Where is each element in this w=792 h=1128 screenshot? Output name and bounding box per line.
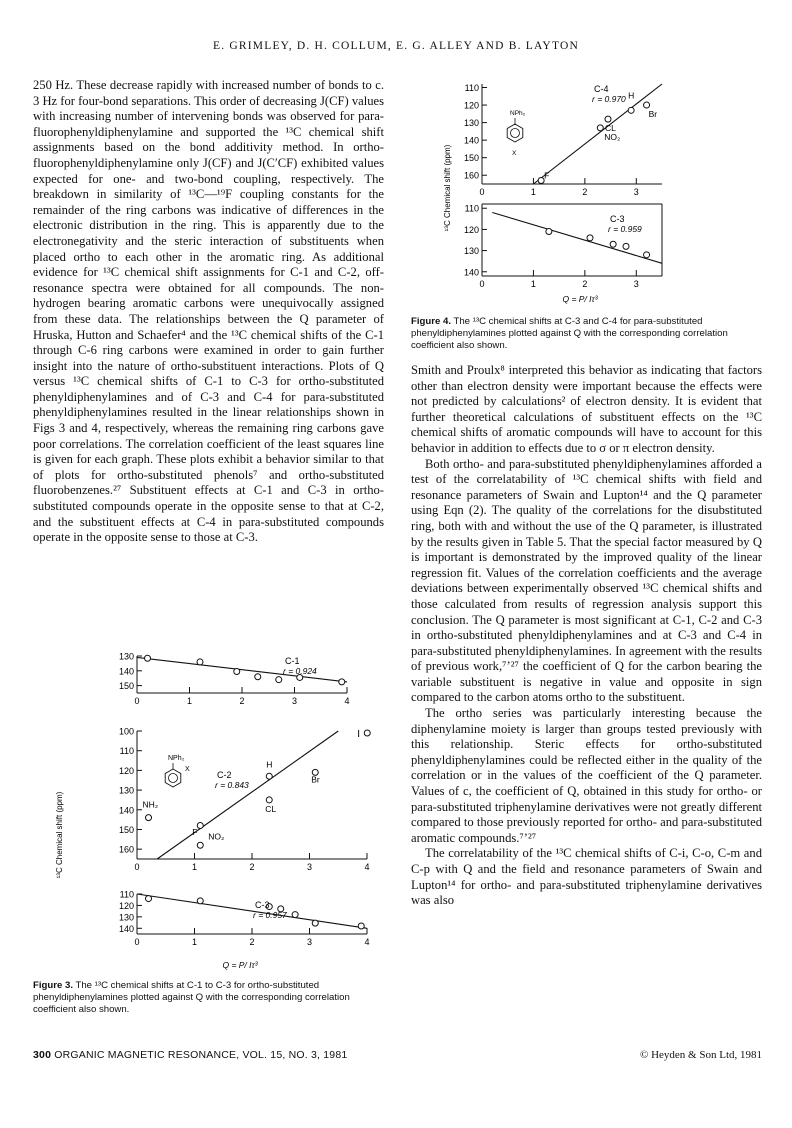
data-point — [255, 674, 261, 680]
data-point — [546, 229, 552, 235]
data-point-I: I — [357, 728, 361, 740]
x-tick-label: 3 — [291, 696, 298, 706]
y-tick-label: 130 — [463, 246, 479, 257]
correlation-coefficient: r = 0.843 — [215, 780, 249, 790]
data-point — [145, 655, 151, 661]
ring-circle — [169, 774, 178, 783]
panel-c-1-fig3 — [119, 652, 350, 707]
nph2-label: NPh₂ — [510, 110, 526, 117]
data-point — [197, 842, 203, 848]
data-point — [276, 677, 282, 683]
point-label: F — [192, 827, 198, 838]
data-point — [644, 252, 650, 258]
y-tick-label: 140 — [118, 666, 134, 677]
page-number: 300 — [33, 1049, 52, 1061]
y-tick-label: 110 — [119, 889, 134, 900]
y-tick-label: 140 — [118, 923, 134, 934]
left-column-text — [33, 78, 384, 648]
figure-3-caption — [33, 980, 384, 1016]
y-tick-label: 120 — [463, 100, 479, 111]
y-tick-label: 150 — [463, 153, 479, 164]
y-tick-label: 120 — [463, 224, 479, 235]
point-label: Br — [311, 774, 320, 785]
data-point — [197, 659, 203, 665]
right-column-text — [411, 363, 762, 1043]
x-tick-label: 1 — [530, 279, 536, 289]
data-point — [292, 912, 298, 918]
journal-citation: ORGANIC MAGNETIC RESONANCE, VOL. 15, NO. 3, 1981 — [54, 1049, 348, 1061]
x-tick-label: 2 — [582, 279, 588, 289]
figure-4-caption-label: Figure 4. — [411, 316, 451, 327]
x-tick-label: 1 — [186, 696, 193, 706]
figure-4-caption — [411, 316, 761, 352]
y-tick-label: 130 — [118, 651, 134, 662]
data-point — [146, 815, 152, 821]
panel-title: C-4 — [594, 84, 609, 94]
x-tick-label: 1 — [191, 862, 198, 872]
correlation-coefficient: r = 0.957 — [253, 910, 287, 920]
x-tick-label: 2 — [239, 696, 245, 706]
correlation-coefficient: r = 0.970 — [592, 94, 626, 104]
data-point — [597, 125, 603, 131]
y-tick-label: 140 — [463, 267, 479, 278]
x-tick-label: 2 — [582, 187, 588, 197]
y-tick-label: 130 — [118, 912, 134, 923]
figure-3-caption-text: The ¹³C chemical shifts at C-1 to C-3 for ortho-substituted phenyldiphenylamines plotted against Q with the corresponding correlation coefficient also shown. — [33, 980, 350, 1015]
figure-4-plot — [420, 78, 755, 308]
substituent-x-label: X — [512, 150, 517, 157]
data-point — [628, 107, 634, 113]
benzene-ring-icon — [507, 118, 523, 142]
data-point — [364, 730, 370, 736]
y-tick-label: 110 — [464, 83, 479, 94]
data-point — [266, 773, 272, 779]
point-label: Br — [648, 109, 658, 120]
point-label: NO₂ — [604, 131, 621, 142]
figure-4-caption-text: The ¹³C chemical shifts at C-3 and C-4 for para-substituted phenyldiphenylamines plotted against Q with the corresponding correlation coefficient also shown. — [411, 316, 728, 351]
y-axis-label: ¹³C Chemical shift (ppm) — [443, 144, 452, 232]
data-point — [146, 896, 152, 902]
substituent-x-label: X — [185, 766, 190, 773]
correlation-coefficient: r = 0.924 — [283, 666, 317, 676]
x-tick-label: 4 — [364, 937, 370, 947]
footer-copyright: © Heyden & Son Ltd, 1981 — [639, 1049, 762, 1061]
right-paragraph-2: Both ortho- and para-substituted phenyldiphenylamines afforded a test of the correlatability of ¹³C chemical shifts with field and resonance parameters of Swain and Lupton¹⁴ and the Q parameter using Eqn (2). The quality of the correlations for the disubstituted ring, both with and without the use of the Q parameter, is illustrated by the results given in Table 5. That the special factor measured by Q is important is demonstrated by the improved quality of the linear regression fit. Values of the correlation coefficients and the average deviations between experimentally observed ¹³C chemical shifts and those calculated from results of regression analysis support this conclusion. The Q parameter is most significant at C-1, C-2 and C-3 in ortho-substituted phenyldiphenylamines and at C-3 and C-4 in para-substituted phenyldiphenylamines. In agreement with the results of previous work,⁷ʼ²⁷ the coefficient of Q for the carbon bearing the variable substituent is negative in value and opposite in sign compared to the carbon atoms ortho to the substituent. — [411, 456, 762, 705]
data-point — [644, 102, 650, 108]
data-point — [234, 669, 240, 675]
point-label: NH₂ — [142, 799, 159, 810]
x-axis-label: Q = P/ Iτ³ — [562, 294, 598, 304]
right-paragraph-3: The ortho series was particularly interesting because the diphenylamine moiety is larger than groups tested previously with this relationship. Steric effects for ortho-substituted phenyldiphenylamines could be reflected either in the quality of the correlation or in the values of the coefficient of the Q parameter. Values of c, the coefficient of Q, obtained in this study for ortho- or para-substituted triphenylamine derivatives were not greatly different compared to those previously reported for ortho- and para-substituted aromatic compounds.⁷ʼ²⁷ — [411, 706, 762, 845]
data-point — [610, 241, 616, 247]
point-label: CL — [265, 803, 277, 814]
footer-journal — [33, 1049, 347, 1061]
x-tick-label: 0 — [134, 862, 140, 872]
panel-title: C-1 — [285, 656, 300, 666]
data-point — [266, 797, 272, 803]
y-tick-label: 130 — [118, 785, 134, 796]
y-tick-label: 110 — [119, 746, 134, 757]
ring-hexagon — [165, 769, 181, 787]
x-axis-label: Q = P/ Iτ³ — [222, 960, 258, 970]
data-point — [339, 679, 345, 685]
x-tick-label: 0 — [479, 187, 485, 197]
x-tick-label: 0 — [134, 937, 140, 947]
x-tick-label: 4 — [344, 696, 350, 706]
figure-3-caption-label: Figure 3. — [33, 980, 73, 991]
panel-c-2-fig3 — [119, 727, 370, 873]
x-tick-label: 4 — [364, 862, 370, 872]
point-label: H — [266, 759, 273, 770]
regression-line — [157, 731, 338, 859]
figure-3-plot — [40, 650, 380, 975]
data-point — [358, 923, 364, 929]
panel-title: C-3 — [255, 900, 270, 910]
x-tick-label: 3 — [633, 279, 639, 289]
data-point — [197, 823, 203, 829]
y-tick-label: 100 — [118, 726, 134, 737]
x-tick-label: 0 — [134, 696, 140, 706]
data-point — [197, 898, 203, 904]
point-label: CL — [605, 123, 616, 134]
y-tick-label: 110 — [464, 203, 479, 214]
y-tick-label: 120 — [118, 765, 134, 776]
data-point — [587, 235, 593, 241]
panel-c-3-fig4 — [464, 204, 662, 289]
x-tick-label: 2 — [249, 862, 255, 872]
y-tick-label: 150 — [118, 824, 134, 835]
x-tick-label: 1 — [530, 187, 536, 197]
y-tick-label: 130 — [463, 118, 479, 129]
point-label: NO₂ — [208, 831, 225, 842]
panel-title: C-3 — [610, 214, 625, 224]
panel-c-3-fig3 — [119, 890, 370, 948]
y-tick-label: 140 — [118, 805, 134, 816]
x-tick-label: 3 — [306, 937, 313, 947]
regression-line — [492, 212, 662, 263]
point-label: H — [628, 90, 635, 101]
running-header: E. GRIMLEY, D. H. COLLUM, E. G. ALLEY AND B. LAYTON — [213, 40, 579, 52]
benzene-ring-icon — [165, 763, 181, 787]
panel-c-4-fig4 — [464, 83, 662, 197]
y-axis-label: ¹³C Chemical shift (ppm) — [55, 791, 64, 879]
y-tick-label: 160 — [463, 170, 479, 181]
panel-title: C-2 — [217, 770, 232, 780]
y-tick-label: 150 — [118, 681, 134, 692]
regression-line — [137, 894, 367, 928]
nph2-label: NPh₂ — [168, 755, 185, 762]
ring-circle — [511, 129, 520, 138]
point-label: F — [544, 170, 550, 181]
x-tick-label: 1 — [191, 937, 198, 947]
y-tick-label: 140 — [463, 135, 479, 146]
x-tick-label: 3 — [306, 862, 313, 872]
right-paragraph-1: Smith and Proulx⁸ interpreted this behavior as indicating that factors other than electron density were important because the effects were not predicted by calculations² of electron density. It is evident that further theoretical calculations of substituent effects on the ¹³C chemical shifts of aromatic compounds will have to account for this behavior in addition to effects due to σ or π electron density. — [411, 363, 762, 455]
y-tick-label: 160 — [118, 844, 134, 855]
correlation-coefficient: r = 0.959 — [608, 224, 642, 234]
right-paragraph-4: The correlatability of the ¹³C chemical shifts of C-i, C-o, C-m and C-p with Q and the field and resonance parameters of Swain and Lupton¹⁴ for ortho- and para-substituted triphenylamine derivatives was also — [411, 846, 762, 908]
ring-hexagon — [507, 124, 523, 142]
data-point — [623, 243, 629, 249]
data-point — [605, 116, 611, 122]
data-point — [312, 920, 318, 926]
left-paragraph-1: 250 Hz. These decrease rapidly with increased number of bonds to c. 3 Hz for four-bond separations. This order of decreasing J(CF) values with increasing number of intervening bonds was observed for para-fluorophenyldiphenylamine and supported the ¹³C chemical shift assignments based on the bond additivity method. In ortho-fluorophenyldiphenylamine only J(CF) and J(C′CF) exhibited values expected for one- and two-bond coupling, respectively. The breakdown in similarity of ¹³C—¹⁹F coupling constants for the remainder of the ring carbons was indicative of differences in the electronic distribution in the ring. This is apparently due to the electronegativity and the steric interaction of substituents when placed ortho to each other in the aromatic ring. As additional evidence for ¹³C chemical shift assignments for C-1 and C-2, off-resonance spectra were obtained for all compounds. The non-hydrogen bearing aromatic carbons were unequivocally assigned from these data. The relationships between the Q parameter of Hruska, Hutton and Schaefer⁴ and the ¹³C chemical shifts of the C-1 through C-6 ring carbons were examined in order to gain further insight into the nature of ortho-substituent interactions. Plots of Q versus ¹³C chemical shifts of C-1 to C-3 for ortho-substituted phenyldiphenylamines and of C-3 and C-4 for para-substituted phenyldiphenylamines resulted in the linear relationships shown in Figs 3 and 4, respectively, whereas the remaining ring carbons gave poor correlations. The correlation coefficient of the least squares line is given for each graph. These plots exhibit a behavior similar to that of plots for ortho-substituted phenols⁷ and ortho-substituted fluorobenzenes.²⁷ Substituent effects at C-1 and C-3 in ortho-substituted compounds operate in the opposite sense to that at C-2, and the substituent effects at C-4 in para-substituted compounds operate in the opposite sense to those at C-3. — [33, 78, 384, 545]
x-tick-label: 3 — [633, 187, 639, 197]
x-tick-label: 0 — [479, 279, 485, 289]
x-tick-label: 2 — [249, 937, 255, 947]
y-tick-label: 120 — [118, 900, 134, 911]
